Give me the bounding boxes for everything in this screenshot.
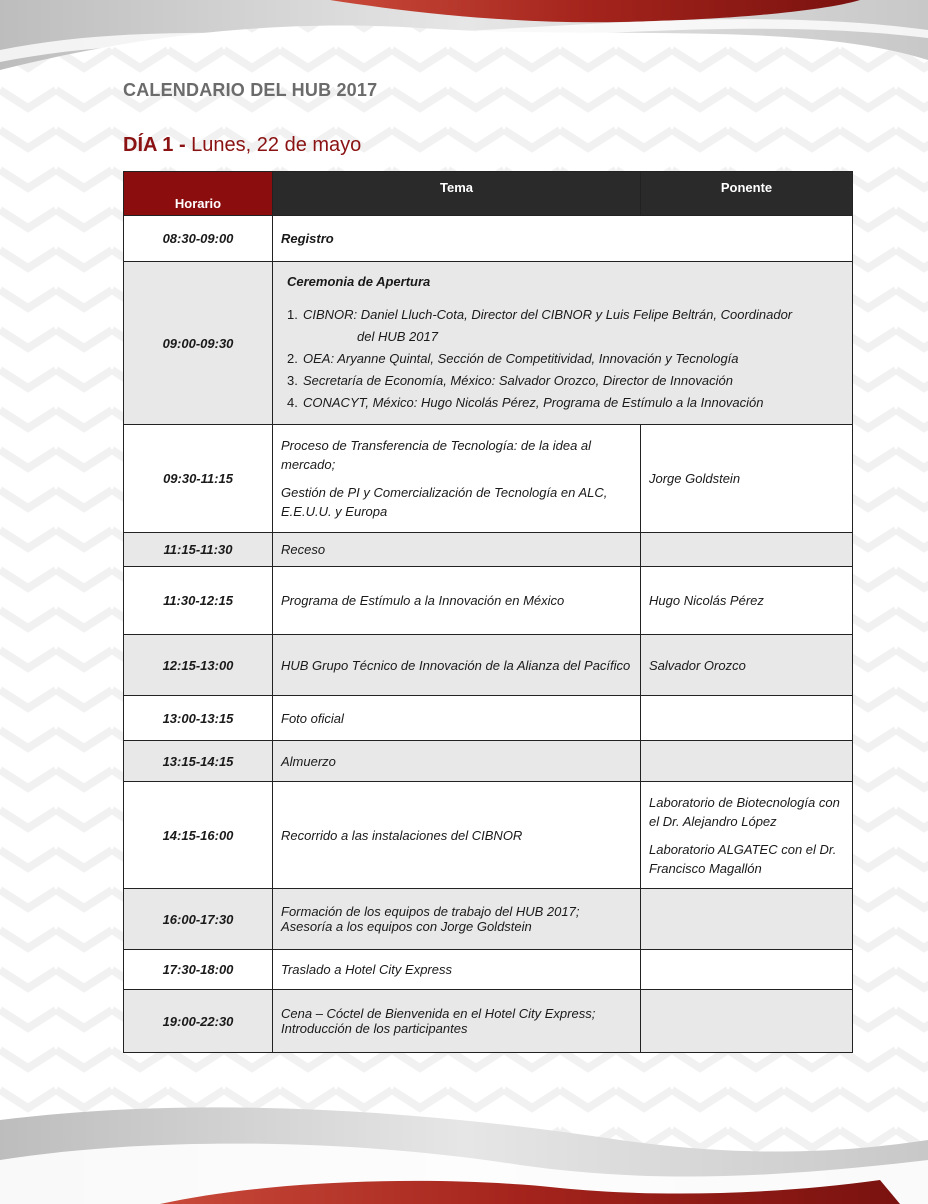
row-time: 13:00-13:15 bbox=[124, 696, 273, 741]
row-time: 08:30-09:00 bbox=[124, 216, 273, 262]
table-row bbox=[124, 533, 853, 567]
speaker-paragraph: Laboratorio de Biotecnología con el Dr. Alejandro López bbox=[649, 794, 840, 829]
topic-paragraph: Proceso de Transferencia de Tecnología: de la idea al mercado; bbox=[281, 438, 592, 472]
row-topic: Registro bbox=[273, 216, 853, 262]
table-row bbox=[124, 889, 853, 950]
list-number: 2. bbox=[287, 350, 298, 366]
table-row bbox=[124, 950, 853, 990]
row-speaker: Jorge Goldstein bbox=[641, 425, 853, 533]
day-label: DÍA 1 - bbox=[123, 134, 186, 156]
list-number: 1. bbox=[287, 306, 298, 322]
ceremony-title: Ceremonia de Apertura bbox=[287, 273, 431, 289]
row-time: 11:15-11:30 bbox=[124, 533, 273, 567]
topic-paragraph: Gestión de PI y Comercialización de Tecnología en ALC, E.E.U.U. y Europa bbox=[281, 485, 608, 519]
list-text: CIBNOR: Daniel Lluch-Cota, Director del CIBNOR y Luis Felipe Beltrán, Coordinador bbox=[303, 306, 793, 322]
row-time: 09:30-11:15 bbox=[124, 425, 273, 533]
table-row bbox=[124, 741, 853, 782]
row-topic bbox=[273, 425, 641, 533]
row-topic: Almuerzo bbox=[273, 741, 641, 782]
row-speaker: Hugo Nicolás Pérez bbox=[641, 567, 853, 635]
list-text: Secretaría de Economía, México: Salvador Orozco, Director de Innovación bbox=[303, 372, 733, 388]
row-topic: Cena – Cóctel de Bienvenida en el Hotel City Express; Introducción de los participantes bbox=[273, 990, 641, 1053]
day-heading bbox=[123, 134, 361, 157]
row-speaker bbox=[641, 696, 853, 741]
row-topic: Receso bbox=[273, 533, 641, 567]
table-row bbox=[124, 635, 853, 696]
list-number: 4. bbox=[287, 394, 298, 410]
table-row bbox=[124, 782, 853, 889]
row-time: 17:30-18:00 bbox=[124, 950, 273, 990]
list-item bbox=[281, 348, 844, 370]
speaker-paragraph: Laboratorio ALGATEC con el Dr. Francisco Magallón bbox=[649, 841, 837, 876]
row-time: 16:00-17:30 bbox=[124, 889, 273, 950]
list-number: 3. bbox=[287, 372, 298, 388]
table-header-row bbox=[124, 172, 853, 216]
row-speaker bbox=[641, 741, 853, 782]
table-row bbox=[124, 262, 853, 425]
header-tema: Tema bbox=[273, 172, 641, 216]
row-topic: Formación de los equipos de trabajo del HUB 2017; Asesoría a los equipos con Jorge Goldstein bbox=[273, 889, 641, 950]
header-horario: Horario bbox=[124, 172, 273, 216]
row-topic: Programa de Estímulo a la Innovación en México bbox=[273, 567, 641, 635]
list-text-continued: del HUB 2017 bbox=[357, 328, 438, 344]
list-item bbox=[281, 392, 844, 414]
row-speaker bbox=[641, 533, 853, 567]
ceremony-cell bbox=[273, 262, 853, 425]
table-row bbox=[124, 567, 853, 635]
schedule-table bbox=[123, 171, 853, 1053]
row-speaker bbox=[641, 990, 853, 1053]
list-item bbox=[281, 304, 844, 348]
row-topic: Foto oficial bbox=[273, 696, 641, 741]
row-speaker bbox=[641, 782, 853, 889]
row-topic: Traslado a Hotel City Express bbox=[273, 950, 641, 990]
row-time: 09:00-09:30 bbox=[124, 262, 273, 425]
row-time: 12:15-13:00 bbox=[124, 635, 273, 696]
row-speaker bbox=[641, 950, 853, 990]
list-item bbox=[281, 370, 844, 392]
header-ponente: Ponente bbox=[641, 172, 853, 216]
document-title: CALENDARIO DEL HUB 2017 bbox=[123, 80, 378, 100]
list-text: OEA: Aryanne Quintal, Sección de Competitividad, Innovación y Tecnología bbox=[303, 350, 739, 366]
table-row bbox=[124, 425, 853, 533]
row-time: 19:00-22:30 bbox=[124, 990, 273, 1053]
table-row bbox=[124, 696, 853, 741]
row-topic: Recorrido a las instalaciones del CIBNOR bbox=[273, 782, 641, 889]
list-text: CONACYT, México: Hugo Nicolás Pérez, Programa de Estímulo a la Innovación bbox=[303, 394, 764, 410]
table-row bbox=[124, 216, 853, 262]
ceremony-list bbox=[281, 304, 844, 414]
row-time: 13:15-14:15 bbox=[124, 741, 273, 782]
table-row bbox=[124, 990, 853, 1053]
row-time: 11:30-12:15 bbox=[124, 567, 273, 635]
row-speaker: Salvador Orozco bbox=[641, 635, 853, 696]
row-time: 14:15-16:00 bbox=[124, 782, 273, 889]
row-topic: HUB Grupo Técnico de Innovación de la Alianza del Pacífico bbox=[273, 635, 641, 696]
row-speaker bbox=[641, 889, 853, 950]
day-date: Lunes, 22 de mayo bbox=[191, 134, 362, 156]
